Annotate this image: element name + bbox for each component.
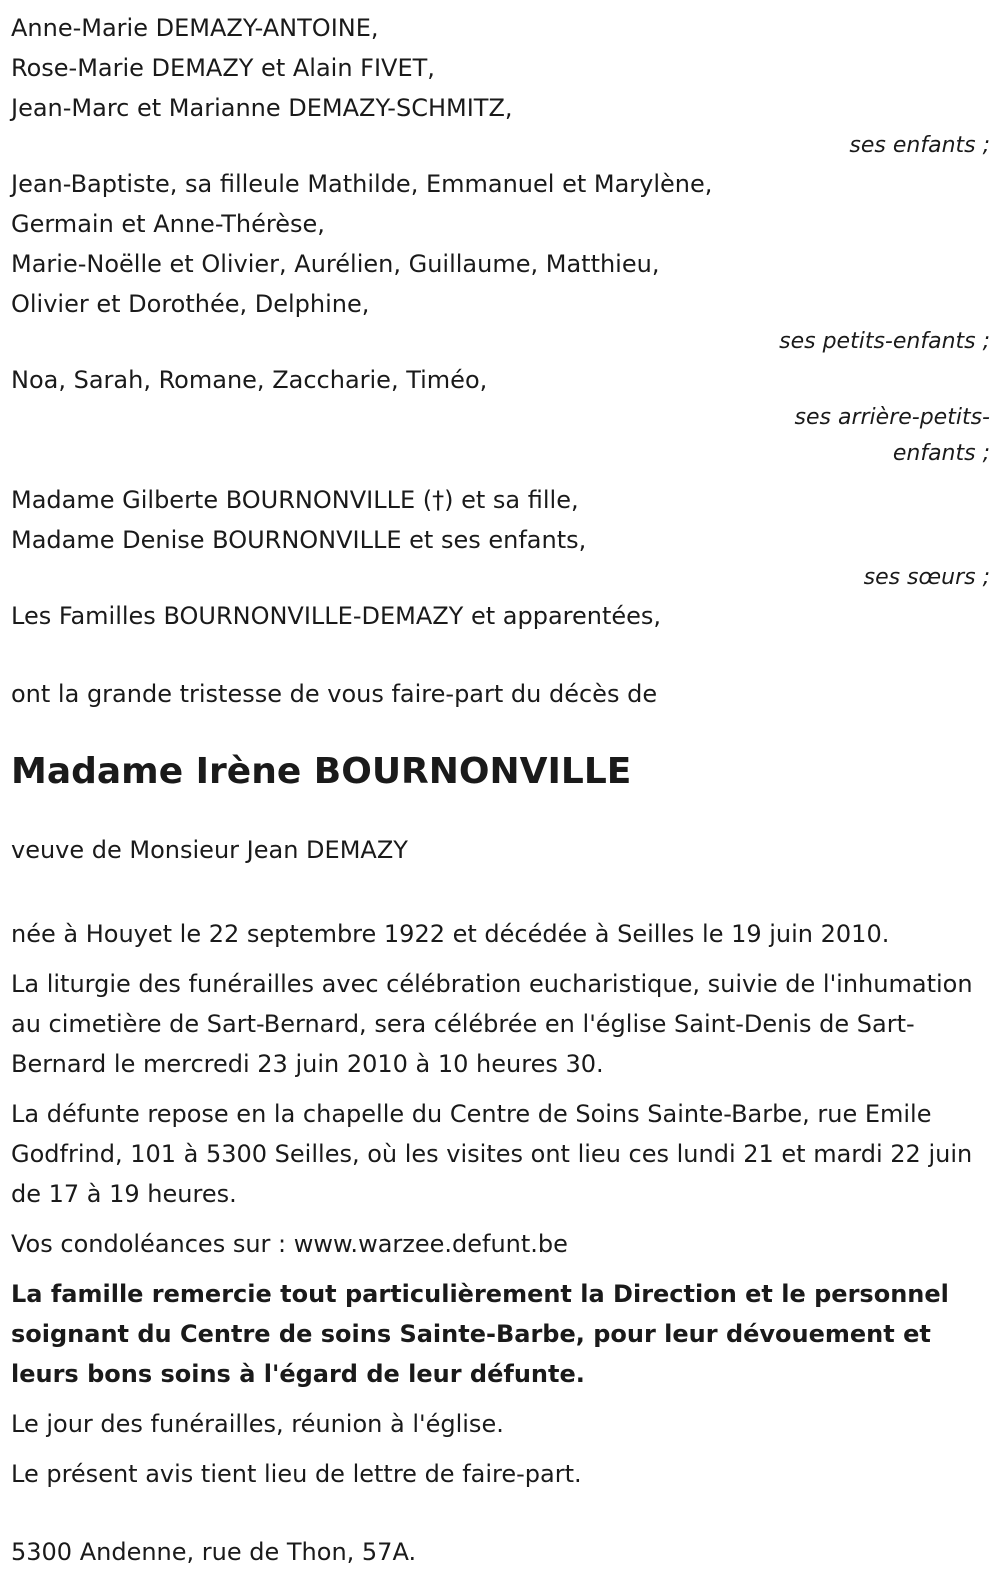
deceased-name: Madame Irène BOURNONVILLE	[11, 751, 632, 792]
address: 5300 Andenne, rue de Thon, 57A.	[11, 1538, 417, 1566]
notice: Le présent avis tient lieu de lettre de faire-part.	[11, 1460, 582, 1488]
great-grandchild-line: Noa, Sarah, Romane, Zaccharie, Timéo,	[11, 366, 488, 394]
grandchildren-block	[11, 164, 991, 360]
child-line: Rose-Marie DEMAZY et Alain FIVET,	[11, 54, 435, 82]
repose-info: La défunte repose en la chapelle du Centre de Soins Sainte-Barbe, rue Emile Godfrind, 101 à 5300 Seilles, où les visites ont lieu ces lundi 21 et mardi 22 juin de 17 à 19 heures.	[11, 1100, 973, 1208]
announcement: ont la grande tristesse de vous faire-part du décès de	[11, 680, 658, 708]
grandchild-line: Olivier et Dorothée, Delphine,	[11, 290, 370, 318]
obituary-notice	[11, 8, 991, 1572]
grandchild-line: Germain et Anne-Thérèse,	[11, 210, 325, 238]
children-block	[11, 8, 991, 164]
widow-of: veuve de Monsieur Jean DEMAZY	[11, 836, 408, 864]
child-line: Jean-Marc et Marianne DEMAZY-SCHMITZ,	[11, 94, 513, 122]
sister-line: Madame Gilberte BOURNONVILLE (†) et sa fille,	[11, 486, 579, 514]
liturgy: La liturgie des funérailles avec célébration eucharistique, suivie de l'inhumation au cimetière de Sart-Bernard, sera célébrée en l'église Saint-Denis de Sart-Bernard le mercredi 23 juin 2010 à 10 heures 30.	[11, 970, 973, 1078]
funeral-day: Le jour des funérailles, réunion à l'église.	[11, 1410, 504, 1438]
children-role: ses enfants ;	[849, 133, 990, 158]
great-grandchildren-block	[11, 360, 991, 472]
grandchildren-role: ses petits-enfants ;	[779, 329, 990, 354]
condolences: Vos condoléances sur : www.warzee.defunt.be	[11, 1230, 568, 1258]
thanks: La famille remercie tout particulièrement la Direction et le personnel soignant du Centre de soins Sainte-Barbe, pour leur dévouement et leurs bons soins à l'égard de leur défunte.	[11, 1280, 949, 1388]
sister-line: Madame Denise BOURNONVILLE et ses enfants,	[11, 526, 587, 554]
sisters-role: ses sœurs ;	[863, 565, 990, 590]
great-grandchildren-role-cont: enfants ;	[892, 441, 990, 466]
families-line: Les Familles BOURNONVILLE-DEMAZY et apparentées,	[11, 602, 662, 630]
birth-death: née à Houyet le 22 septembre 1922 et décédée à Seilles le 19 juin 2010.	[11, 920, 890, 948]
great-grandchildren-role: ses arrière-petits-	[794, 405, 990, 430]
sisters-block	[11, 480, 991, 596]
child-line: Anne-Marie DEMAZY-ANTOINE,	[11, 14, 379, 42]
grandchild-line: Marie-Noëlle et Olivier, Aurélien, Guillaume, Matthieu,	[11, 250, 660, 278]
grandchild-line: Jean-Baptiste, sa filleule Mathilde, Emmanuel et Marylène,	[11, 170, 713, 198]
